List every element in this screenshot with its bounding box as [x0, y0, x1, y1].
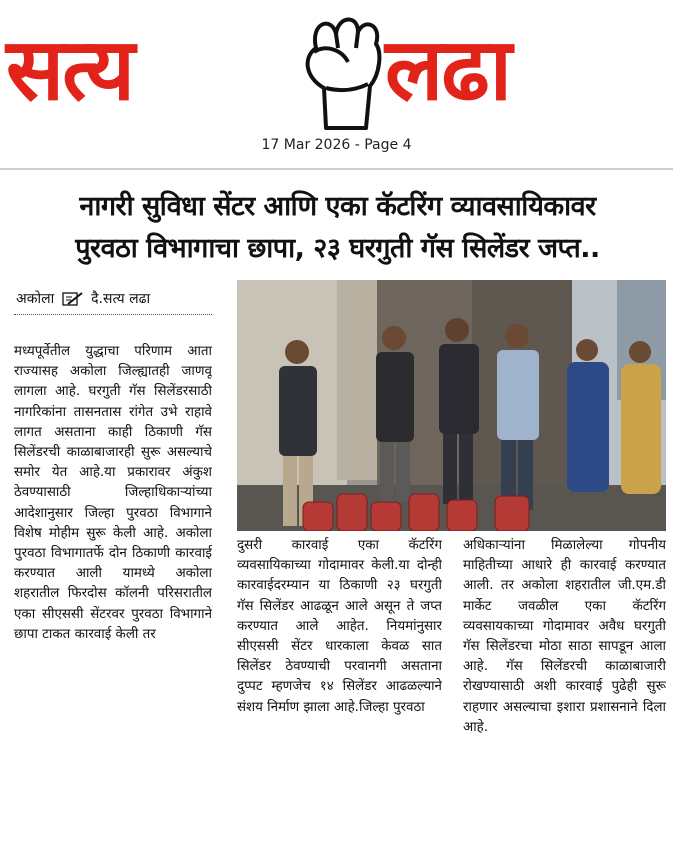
- masthead-divider: [0, 168, 673, 170]
- byline-source: दै.सत्य लढा: [91, 291, 151, 307]
- article-column-3: अधिकाऱ्यांना मिळालेल्या गोपनीय माहितीच्या आधारे ही कारवाई करण्यात आली. तर अकोला शहरातील जी.एम.डी मार्केट जवळील एका कॅटरिंग व्यवसायकाच्या गोदामावर अवैध घरगुती गॅस सिलेंडरचा मोठा साठा सापडून आला आहे. गॅस सिलेंडरची काळाबाजारी रोखण्यासाठी अशी कारवाई पुढेही सुरू राहणार असल्याचा इशारा प्रशासनाने दिला आहे.: [463, 538, 666, 735]
- brand-name-part1: सत्य: [6, 20, 133, 120]
- article-column-1: मध्यपूर्वेतील युद्धाचा परिणाम आता राज्यासह अकोला जिल्ह्यातही जाणवू लागला आहे. घरगुती गॅस सिलेंडरसाठी नागरिकांना तासनतास रांगेत उभे राहावे लागत असताना काही ठिकाणी गॅस सिलेंडरची काळाबाजारही सुरू असल्याचे समोर येत आहे.या प्रकारावर अंकुश ठेवण्यासाठी जिल्हाधिकाऱ्यांच्या आदेशानुसार जिल्हा पुरवठा विभागाने विशेष मोहीम सुरू केली आहे. अकोला पुरवठा विभागातर्फे दोन ठिकाणी कारवाई करण्यात आली यामध्ये अकोला शहरातील फिरदोस कॉलनी परिसरातील एका सीएससी सेंटरवर पुरवठा विभागाने छापा टाकत कारवाई केली तर: [14, 344, 212, 642]
- brand-name-part2: लढा: [385, 20, 510, 120]
- masthead: [0, 0, 673, 135]
- article-column-2: दुसरी कारवाई एका कॅटरिंग व्यवसायिकाच्या गोदामावर केली.या दोन्ही कारवाईदरम्यान या ठिकाणी २३ घरगुती गॅस सिलेंडर आढळून आले असून ते जप्त करण्यात आले आहेत. नियमांनुसार सीएससी सेंटर धारकाला केवळ सात सिलेंडर ठेवण्याची परवानगी असताना दुप्पट म्हणजेच १४ सिलेंडर आढळल्याने संशय निर्माण झाला आहे.जिल्हा पुरवठा: [237, 538, 442, 715]
- byline-place: अकोला: [16, 291, 55, 307]
- raised-fist-icon: [296, 8, 386, 130]
- headline-line-2: पुरवठा विभागाचा छापा, २३ घरगुती गॅस सिलेंडर जप्त..: [75, 233, 600, 264]
- edition-dateline: 17 Mar 2026 - Page 4: [261, 137, 412, 153]
- news-photo: [237, 280, 666, 531]
- article-headline: [10, 186, 665, 270]
- byline-divider: [14, 314, 212, 315]
- byline: [16, 288, 212, 310]
- pen-icon: [62, 291, 84, 307]
- headline-line-1: नागरी सुविधा सेंटर आणि एका कॅटरिंग व्यावसायिकावर: [79, 191, 596, 222]
